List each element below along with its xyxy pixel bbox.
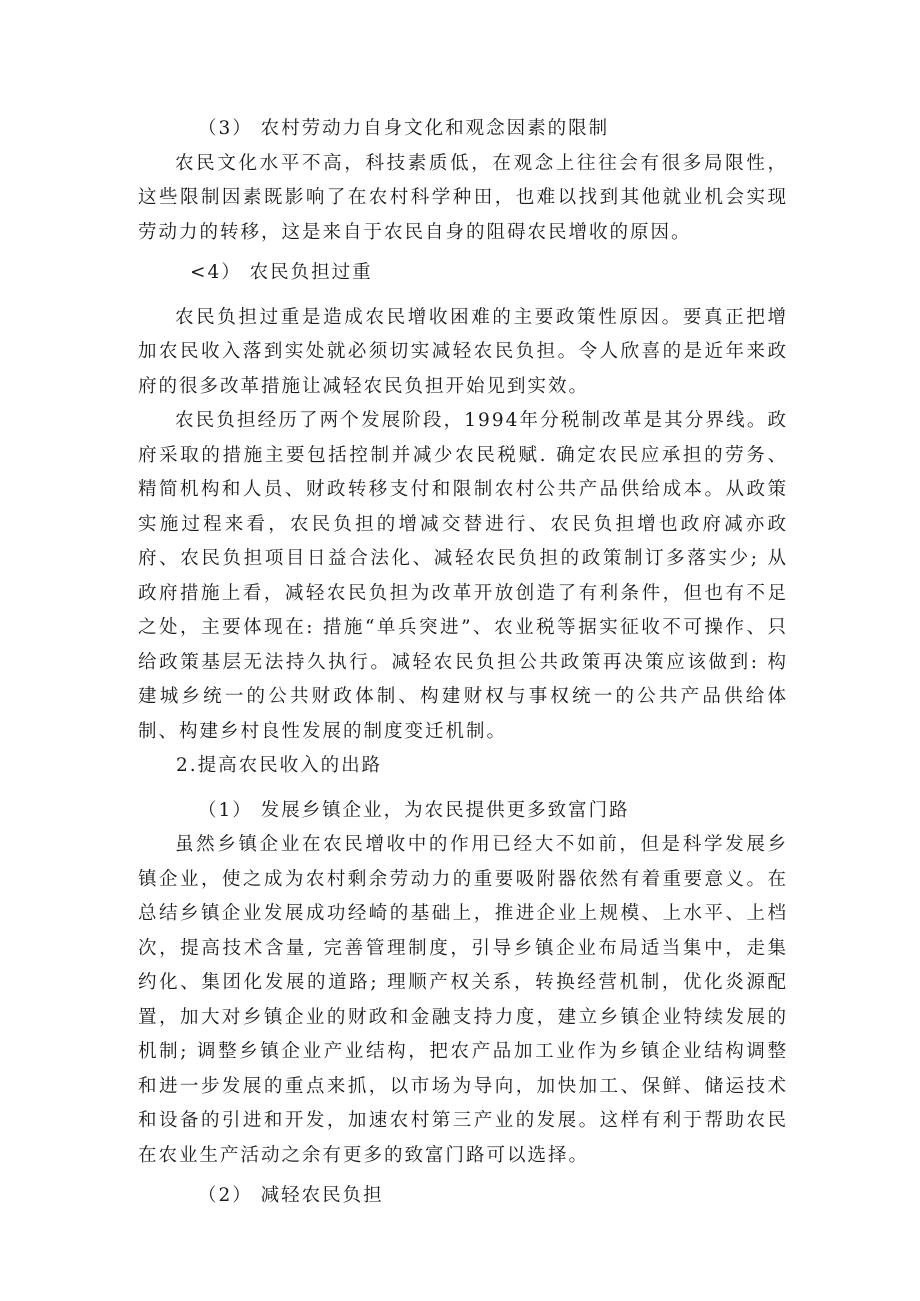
section-heading-income-paths: 2.提高农民收入的出路: [176, 755, 383, 776]
heading-township-enterprises: （1） 发展乡镇企业，为农民提供更多致富门路: [198, 799, 630, 821]
paragraph-farmer-burden-intro: 农民负担过重是造成农民增收困难的主要政策性原因。要真正把增加农民收入落到实处就必须切实减轻农民负担。令人欣喜的是近年来政府的很多改革措施让减轻农民负担开始见到实效。: [138, 306, 788, 397]
heading-farmer-burden: <4） 农民负担过重: [190, 262, 373, 283]
document-body: [138, 112, 788, 1214]
heading-rural-labor-limits: （3） 农村劳动力自身文化和观念因素的限制: [198, 118, 610, 139]
paragraph-rural-labor-limits: 农民文化水平不高，科技素质低，在观念上往往会有很多局限性，这些限制因素既影响了在农村科学种田，也难以找到其他就业机会实现劳动力的转移，这是来自于农民自身的阻碍农民增收的原因。: [138, 152, 788, 243]
paragraph-township-enterprises: 虽然乡镇企业在农民增收中的作用已经大不如前，但是科学发展乡镇企业，使之成为农村剩余劳动力的重要吸附器依然有着重要意义。在总结乡镇企业发展成功经崎的基础上，推进企业上规模、上水平、上档次，提高技术含量, 完善管理制度，引导乡镇企业布局适当集中，走集约化、集团化发展的道路; 理顺产权关系，转换经营机制，优化炎源配置，加大对乡镇企业的财政和金融支持力度，建立乡镇企业特续发展的机制; 调整乡镇企业产业结构，把农产品加工业作为乡镇企业结构调整和进一步发展的重点来抓，以市场为导向，加快加工、保鲜、储运技术和设备的引进和开发，加速农村第三产业的发展。这样有利于帮助农民在农业生产活动之余有更多的致富门路可以选择。: [138, 834, 788, 1166]
spacer: [138, 291, 788, 301]
spacer: [138, 784, 788, 794]
paragraph-farmer-burden-stages: 农民负担经历了两个发展阶段，1994年分税制改革是其分界线。政府采取的措施主要包括控制并减少农民税赋. 确定农民应承担的劳务、精简机构和人员、财政转移支付和限制农村公共产品供给成本。从政策实施过程来看，农民负担的增减交替进行、农民负担增也政府减亦政府、农民负担项目日益合法化、减轻农民负担的政策制订多落实少; 从政府措施上看，减轻农民负担为改革开放创造了有利条件，但也有不足之处，主要体现在: 措施“单兵突进”、农业税等据实征收不可操作、只给政策基层无法持久执行。减轻农民负担公共政策再决策应该做到: 构建城乡统一的公共财政体制、构建财权与事权统一的公共产品供给体制、构建乡村良性发展的制度变迁机制。: [138, 410, 788, 742]
heading-reduce-burden: （2） 减轻农民负担: [198, 1185, 384, 1206]
